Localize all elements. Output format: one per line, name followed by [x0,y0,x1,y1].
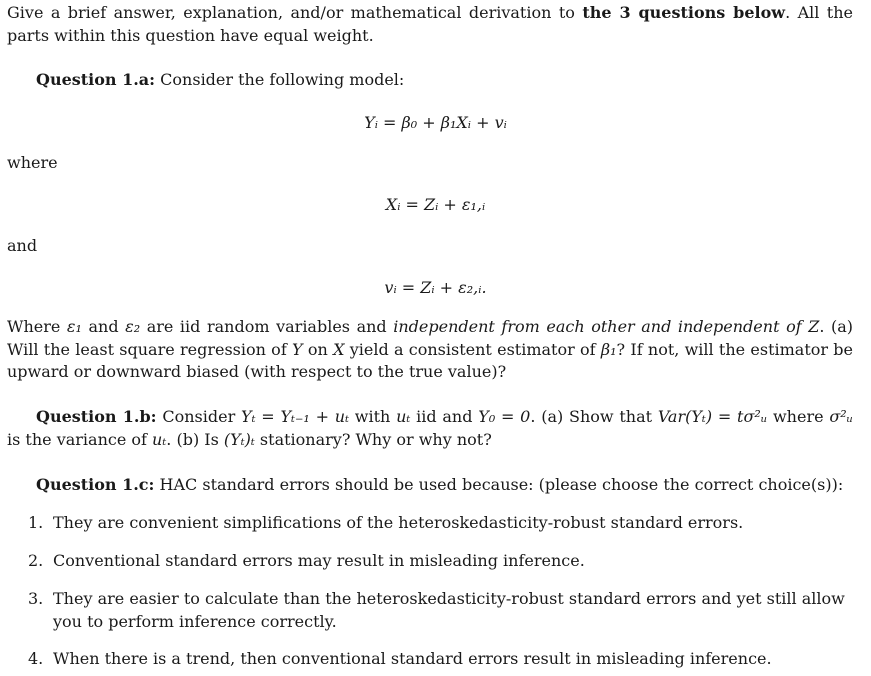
q1a-text-4: . (a) Will the least square regression of [7,317,854,359]
where-label: where [7,153,58,172]
choice-number: 2. [28,551,44,570]
intro-bold: the 3 questions below [582,3,786,22]
q1b-text-6: is the variance of [7,429,153,449]
question-1c-heading [36,474,853,497]
q1b-math-3: Y₀ = 0 [478,407,531,426]
q1b-math-4: Var(Yₜ) = tσ²ᵤ [657,407,768,426]
intro-paragraph [7,2,853,47]
q1a-math-eps1: ε₁ [66,317,82,336]
q1b-math-5: σ²ᵤ [829,407,854,426]
choice-number: 4. [28,649,44,668]
equation-1: Yᵢ = β₀ + β₁Xᵢ + vᵢ [364,113,507,132]
q1b-text-3: iid and [410,407,479,426]
q1b-math-1: Yₜ = Yₜ₋₁ + uₜ [241,407,350,426]
question-1a-lead: Consider the following model: [160,70,405,89]
q1a-text-3: are iid random variables and [140,317,394,336]
choice-item [28,550,853,573]
question-1a-label: Question 1.a: [36,70,156,89]
question-1b-label: Question 1.b: [36,407,157,426]
equation-3: vᵢ = Zᵢ + ε₂,ᵢ. [384,278,487,297]
equation-2: Xᵢ = Zᵢ + ε₁,ᵢ [385,195,486,214]
choice-text: Conventional standard errors may result in misleading inference. [53,551,585,570]
q1a-text-7: ? If not, will the estimator be upward or downward biased (with respect to the true value)? [7,339,854,381]
q1a-math-x: X [333,339,345,359]
question-1b-paragraph [7,406,853,451]
q1a-text-2: and [81,317,126,336]
choice-number: 3. [28,589,44,608]
q1b-text-5: where [767,407,830,426]
question-1a-heading [36,69,853,92]
q1a-italic-text: independent from each other and independent of Z [393,317,820,336]
choice-item [28,648,853,671]
q1b-text-1: Consider [162,407,242,426]
choice-item [28,588,853,633]
q1b-text-7: . (b) Is [166,429,224,449]
q1b-math-6: uₜ [152,429,167,449]
q1a-math-y: Y [292,339,303,359]
choice-number: 1. [28,513,44,532]
choice-item [28,512,853,535]
q1a-text-6: yield a consistent estimator of [344,339,601,359]
q1b-text-8: stationary? Why or why not? [254,429,492,449]
q1b-math-7: (Yₜ)ₜ [223,429,255,449]
intro-text-end: . All the parts within this question have equal weight. [7,3,854,45]
q1a-math-beta1: β₁ [600,339,617,359]
intro-text: Give a brief answer, explanation, and/or mathematical derivation to [7,3,575,22]
question-1a-body [7,316,853,384]
q1a-text-1: Where [7,317,67,336]
question-1c-label: Question 1.c: [36,475,155,494]
choice-text: They are convenient simplifications of the heteroskedasticity-robust standard errors. [53,513,744,532]
q1b-text-4: . (a) Show that [530,407,658,426]
q1b-math-2: uₜ [396,407,411,426]
q1a-text-5: on [302,339,334,359]
q1b-text-2: with [349,407,397,426]
choice-text: They are easier to calculate than the heteroskedasticity-robust standard errors and yet still allow you to perform inference correctly. [53,589,845,631]
choice-text: When there is a trend, then conventional standard errors result in misleading inference. [53,649,772,668]
q1a-math-eps2: ε₂ [125,317,141,336]
and-label: and [7,236,38,255]
question-1c-lead: HAC standard errors should be used because: (please choose the correct choice(s)): [159,475,844,494]
